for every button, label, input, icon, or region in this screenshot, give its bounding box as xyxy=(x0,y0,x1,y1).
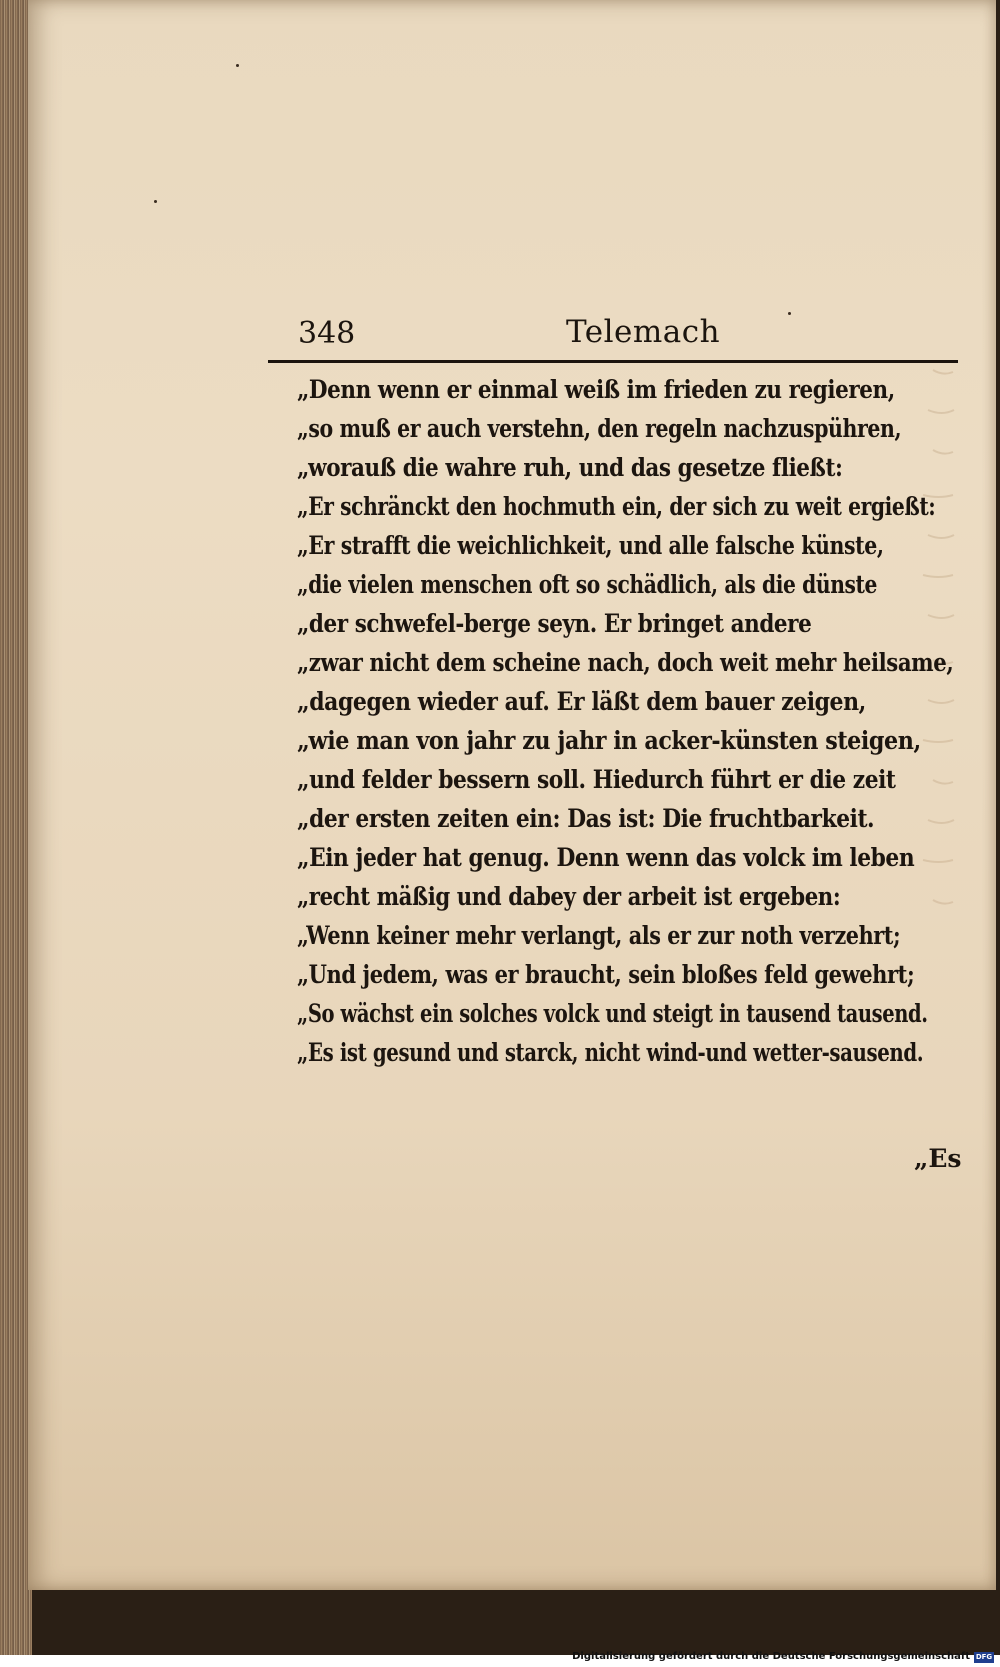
text-line: „recht mäßig und dabey der arbeit ist ergeben: xyxy=(297,882,841,911)
text-line: „und felder bessern soll. Hiedurch führt er die zeit xyxy=(297,765,896,794)
poem-text-block xyxy=(297,370,954,1072)
text-line: „die vielen menschen oft so schädlich, als die dünste xyxy=(297,570,877,599)
text-line: „der ersten zeiten ein: Das ist: Die fruchtbarkeit. xyxy=(297,804,875,833)
text-line: „Ein jeder hat genug. Denn wenn das volck im leben xyxy=(297,843,915,872)
text-line: „so muß er auch verstehn, den regeln nachzuspühren, xyxy=(297,414,902,443)
text-line: „Er strafft die weichlichkeit, und alle falsche künste, xyxy=(297,531,884,560)
text-line: „wie man von jahr zu jahr in acker-künsten steigen, xyxy=(297,726,921,755)
text-line: „Und jedem, was er braucht, sein bloßes feld gewehrt; xyxy=(297,960,915,989)
text-line: „So wächst ein solches volck und steigt in tausend tausend. xyxy=(297,999,928,1028)
running-head: Telemach xyxy=(566,314,721,350)
text-line: „Es ist gesund und starck, nicht wind-und wetter-sausend. xyxy=(297,1038,924,1067)
ink-speck xyxy=(154,200,157,203)
ink-speck xyxy=(236,64,239,67)
text-line: „Denn wenn er einmal weiß im frieden zu regieren, xyxy=(297,375,895,404)
text-line: „worauß die wahre ruh, und das gesetze fließt: xyxy=(297,453,843,482)
catchword: „Es xyxy=(914,1144,962,1173)
text-line: „Er schränckt den hochmuth ein, der sich zu weit ergießt: xyxy=(297,492,936,521)
text-line: „Wenn keiner mehr verlangt, als er zur noth verzehrt; xyxy=(297,921,901,950)
text-line: „dagegen wieder auf. Er läßt dem bauer zeigen, xyxy=(297,687,866,716)
page-number: 348 xyxy=(298,316,356,351)
dfg-logo: DFG xyxy=(975,1653,993,1661)
text-line: „der schwefel-berge seyn. Er bringet andere xyxy=(297,609,812,638)
page-header xyxy=(268,312,958,363)
text-line: „zwar nicht dem scheine nach, doch weit mehr heilsame, xyxy=(297,648,954,677)
digitization-credit: Digitalisierung gefördert durch die Deutsche Forschungsgemeinschaft xyxy=(572,1651,970,1662)
